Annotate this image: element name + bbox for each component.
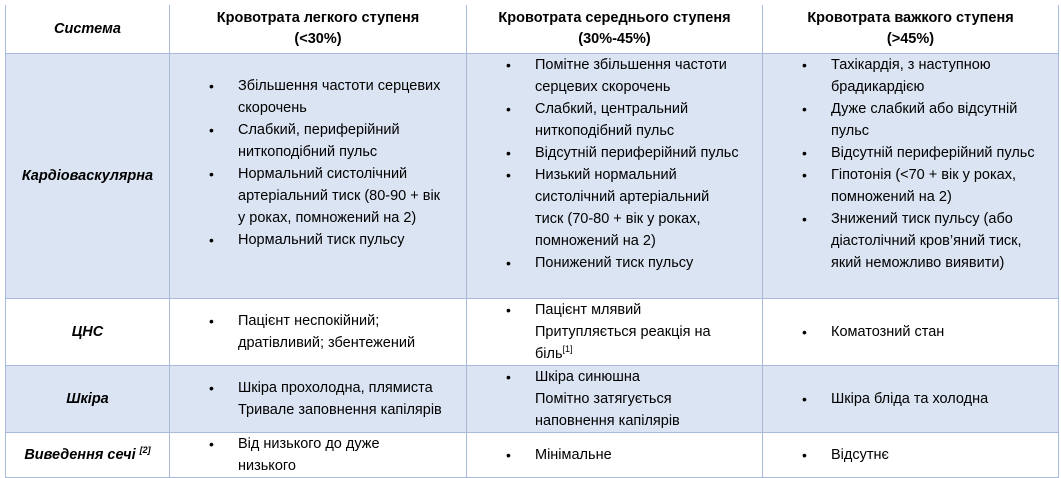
- header-severe-range: (>45%): [886, 31, 935, 47]
- bullet-icon: •: [506, 101, 511, 117]
- bullet-icon: •: [802, 324, 807, 340]
- header-moderate-range: (30%-45%): [578, 31, 651, 47]
- cell-cardio-mild: [170, 54, 467, 299]
- list-item: • Слабкий, периферійний: [170, 119, 466, 141]
- bullet-icon: •: [209, 436, 214, 452]
- cell-skin-mild: [170, 366, 467, 433]
- cell-cns-moderate: [467, 299, 763, 366]
- list-item-continued: тиск (70-80 + вік у роках,: [535, 211, 701, 227]
- list-item: • Збільшення частоти серцевих: [170, 75, 466, 97]
- bullet-icon: •: [802, 167, 807, 183]
- list-item: • Низький нормальний: [467, 164, 762, 186]
- list-item-continued: пульс: [831, 123, 870, 139]
- list-item-continued: артеріальний тиск (80-90 + вік: [238, 188, 441, 204]
- list-item-continued: брадикардією: [831, 79, 925, 95]
- list-item: • Дуже слабкий або відсутній: [763, 98, 1058, 120]
- cell-cardio-moderate: [467, 54, 763, 299]
- cell-output-severe: [763, 433, 1059, 478]
- list-item: • Знижений тиск пульсу (або: [763, 208, 1058, 230]
- bullet-icon: •: [506, 57, 511, 73]
- list-item-continued: помножений на 2): [831, 189, 952, 205]
- list-item: • Помітне збільшення частоти: [467, 54, 762, 76]
- bullet-icon: •: [209, 380, 214, 396]
- row-skin: [6, 366, 1059, 433]
- bullet-icon: •: [506, 447, 511, 463]
- list-item-continued: ниткоподібний пульс: [535, 123, 675, 139]
- list-item: • Відсутній периферійний пульс: [763, 142, 1058, 164]
- list-item: • Відсутнє: [763, 444, 1058, 466]
- list-item: • Понижений тиск пульсу: [467, 252, 762, 274]
- bullet-icon: •: [802, 101, 807, 117]
- list-item: • Нормальний тиск пульсу: [170, 229, 466, 251]
- row-label-text: Шкіра: [66, 391, 109, 407]
- list-item: • Мінімальне: [467, 444, 762, 466]
- list-item-continued: скорочень: [238, 100, 307, 116]
- header-system: [6, 5, 170, 54]
- list-item: • Слабкий, центральний: [467, 98, 762, 120]
- list-item: • Від низького до дуже: [170, 433, 466, 455]
- list-item-continued: діастолічний кров’яний тиск,: [831, 233, 1022, 249]
- row-cns: [6, 299, 1059, 366]
- header-mild: [170, 5, 467, 54]
- cell-cns-severe: [763, 299, 1059, 366]
- row-label-urine-output: [6, 433, 170, 478]
- bullet-icon: •: [802, 57, 807, 73]
- list-item-continued: у роках, помножений на 2): [238, 210, 417, 226]
- list-item-continued: наповнення капілярів: [535, 413, 680, 429]
- header-moderate: [467, 5, 763, 54]
- row-label-text: ЦНС: [71, 324, 104, 340]
- list-item-continued: Тривале заповнення капілярів: [238, 402, 442, 418]
- bullet-icon: •: [802, 391, 807, 407]
- list-item-continued: ниткоподібний пульс: [238, 144, 378, 160]
- bullet-icon: •: [506, 145, 511, 161]
- list-item: • Пацієнт млявий: [467, 299, 762, 321]
- list-item: • Шкіра прохолодна, плямиста: [170, 377, 466, 399]
- cell-skin-severe: [763, 366, 1059, 433]
- header-row: [6, 5, 1059, 54]
- row-label-cardiovascular: [6, 54, 170, 299]
- row-label-skin: [6, 366, 170, 433]
- list-item-continued: низького: [238, 458, 296, 474]
- list-item: • Коматозний стан: [763, 321, 1058, 343]
- list-item: • Шкіра синюшна: [467, 366, 762, 388]
- bullet-icon: •: [802, 211, 807, 227]
- bullet-icon: •: [506, 255, 511, 271]
- cell-cardio-severe: [763, 54, 1059, 299]
- bullet-icon: •: [802, 145, 807, 161]
- header-mild-range: (<30%): [294, 31, 342, 47]
- list-item-continued: який неможливо виявити): [831, 255, 1005, 271]
- row-label-cns: [6, 299, 170, 366]
- list-item-continued: біль[1]: [535, 344, 573, 362]
- header-severe: [763, 5, 1059, 54]
- bullet-icon: •: [506, 302, 511, 318]
- hemorrhage-table: [5, 5, 1059, 478]
- list-item: • Відсутній периферійний пульс: [467, 142, 762, 164]
- list-item-continued: Притупляється реакція на: [535, 324, 711, 340]
- header-system-label: Система: [54, 20, 121, 37]
- row-urine-output: [6, 433, 1059, 478]
- header-severe-title: Кровотрата важкого ступеня: [807, 10, 1014, 26]
- cell-output-mild: [170, 433, 467, 478]
- list-item-continued: дратівливий; збентежений: [238, 335, 416, 351]
- list-item: • Нормальний систолічний: [170, 163, 466, 185]
- bullet-icon: •: [209, 122, 214, 138]
- list-item-continued: систолічний артеріальний: [535, 189, 710, 205]
- header-moderate-title: Кровотрата середнього ступеня: [498, 10, 731, 26]
- list-item-continued: помножений на 2): [535, 233, 656, 249]
- footnote-ref[interactable]: [2]: [139, 445, 151, 456]
- bullet-icon: •: [209, 232, 214, 248]
- bullet-icon: •: [802, 447, 807, 463]
- row-cardiovascular: [6, 54, 1059, 299]
- bullet-icon: •: [209, 78, 214, 94]
- list-item-continued: серцевих скорочень: [535, 79, 671, 95]
- list-item: • Гіпотонія (<70 + вік у роках,: [763, 164, 1058, 186]
- footnote-ref[interactable]: [1]: [562, 344, 573, 355]
- list-item: • Тахікардія, з наступною: [763, 54, 1058, 76]
- bullet-icon: •: [209, 313, 214, 329]
- cell-cns-mild: [170, 299, 467, 366]
- header-mild-title: Кровотрата легкого ступеня: [216, 10, 420, 26]
- list-item: • Шкіра бліда та холодна: [763, 388, 1058, 410]
- row-label-text: Кардіоваскулярна: [21, 168, 154, 184]
- cell-output-moderate: [467, 433, 763, 478]
- cell-skin-moderate: [467, 366, 763, 433]
- bullet-icon: •: [506, 167, 511, 183]
- list-item: • Пацієнт неспокійний;: [170, 310, 466, 332]
- list-item-continued: Помітно затягується: [535, 391, 672, 407]
- bullet-icon: •: [506, 369, 511, 385]
- row-label-text: Виведення сечі: [24, 447, 136, 463]
- bullet-icon: •: [209, 166, 214, 182]
